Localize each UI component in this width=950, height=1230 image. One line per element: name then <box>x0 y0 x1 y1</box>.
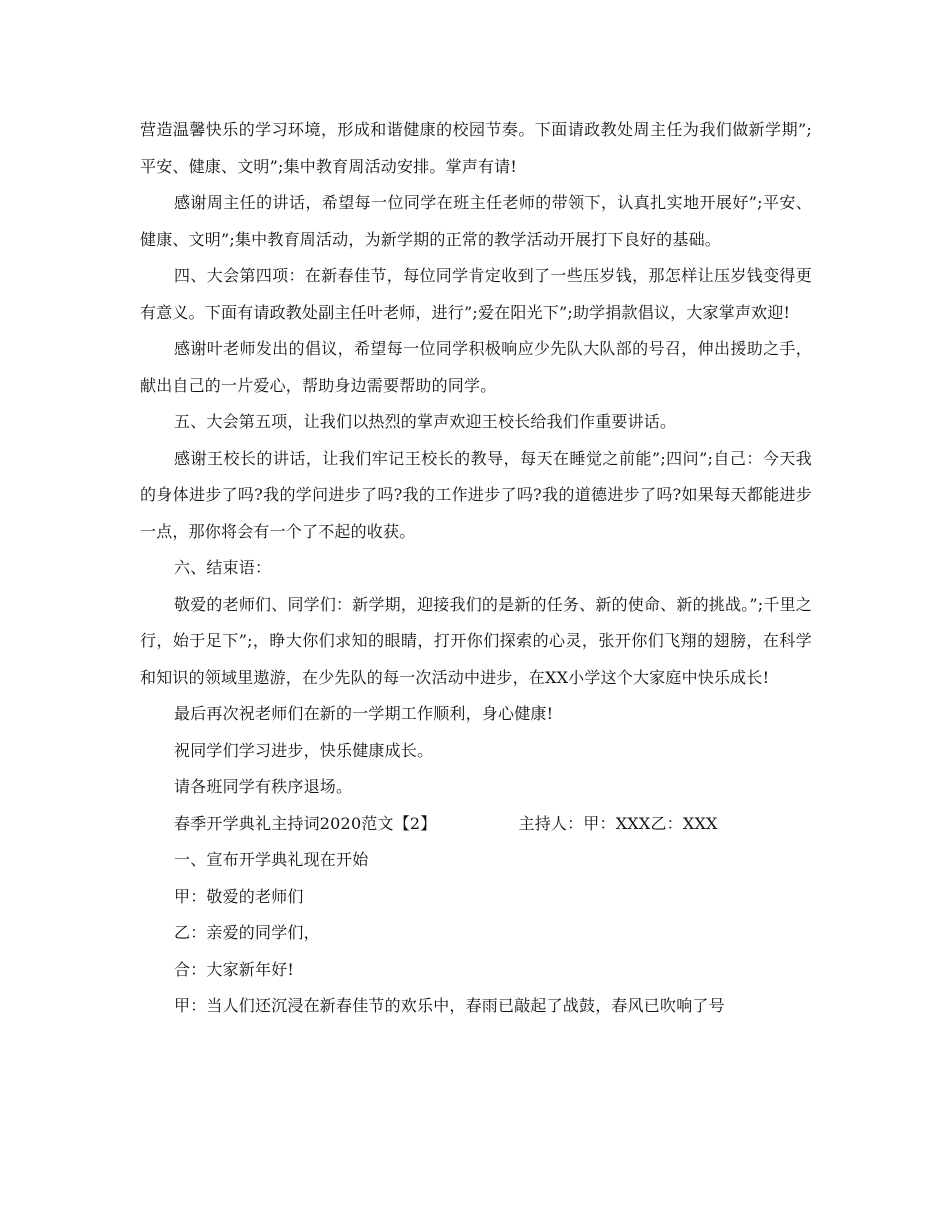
paragraph-9: 最后再次祝老师们在新的一学期工作顺利，身心健康! <box>174 704 554 723</box>
closing-paragraph-4: 合：大家新年好! <box>174 959 295 979</box>
closing-paragraph-2: 甲：敬爱的老师们 <box>174 886 304 906</box>
paragraph-5: 五、大会第五项，让我们以热烈的掌声欢迎王校长给我们作重要讲话。 <box>174 412 677 431</box>
document-body <box>140 112 812 1025</box>
paragraph-4: 感谢叶老师发出的倡议，希望每一位同学积极响应少先队大队部的号召，伸出援助之手，献出自己的一片爱心，帮助身边需要帮助的同学。 <box>140 339 812 395</box>
closing-paragraph-3: 乙：亲爱的同学们， <box>174 923 320 942</box>
paragraph-11: 请各班同学有秩序退场。 <box>174 777 353 796</box>
title-spacer <box>437 806 485 843</box>
section-title: 春季开学典礼主持词2020范文【2】 <box>174 813 437 833</box>
hosts-line: 主持人：甲：XXX乙：XXX <box>518 813 718 833</box>
paragraph-10: 祝同学们学习进步，快乐健康成长。 <box>174 740 434 760</box>
paragraph-2: 感谢周主任的讲话，希望每一位同学在班主任老师的带领下，认真扎实地开展好”;平安、健康、文明”;集中教育周活动，为新学期的正常的教学活动开展打下良好的基础。 <box>140 193 812 249</box>
closing-paragraph-5: 甲：当人们还沉浸在新春佳节的欢乐中，春雨已敲起了战鼓，春风已吹响了号 <box>174 996 725 1015</box>
paragraph-8: 敬爱的老师们、同学们：新学期，迎接我们的是新的任务、新的使命、新的挑战。”;千里之行，始于足下”;，睁大你们求知的眼睛，打开你们探索的心灵，张开你们飞翔的翅膀，在科学和知识的领域里遨游，在少先队的每一次活动中进步，在XX小学这个大家庭中快乐成长! <box>140 594 812 687</box>
closing-paragraph-1: 一、宣布开学典礼现在开始 <box>174 850 369 869</box>
paragraph-3: 四、大会第四项：在新春佳节，每位同学肯定收到了一些压岁钱，那怎样让压岁钱变得更有意义。下面有请政教处副主任叶老师，进行”;爱在阳光下”;助学捐款倡议，大家掌声欢迎! <box>140 266 812 322</box>
paragraph-6: 感谢王校长的讲话，让我们牢记王校长的教导，每天在睡觉之前能”;四问”;自己：今天我的身体进步了吗?我的学问进步了吗?我的工作进步了吗?我的道德进步了吗?如果每天都能进步一点，那你将会有一个了不起的收获。 <box>140 448 812 541</box>
section-title-line <box>140 806 812 843</box>
paragraph-7: 六、结束语： <box>174 558 272 577</box>
paragraph-1: 营造温馨快乐的学习环境，形成和谐健康的校园节奏。下面请政教处周主任为我们做新学期”;平安、健康、文明”;集中教育周活动安排。掌声有请! <box>140 120 812 176</box>
